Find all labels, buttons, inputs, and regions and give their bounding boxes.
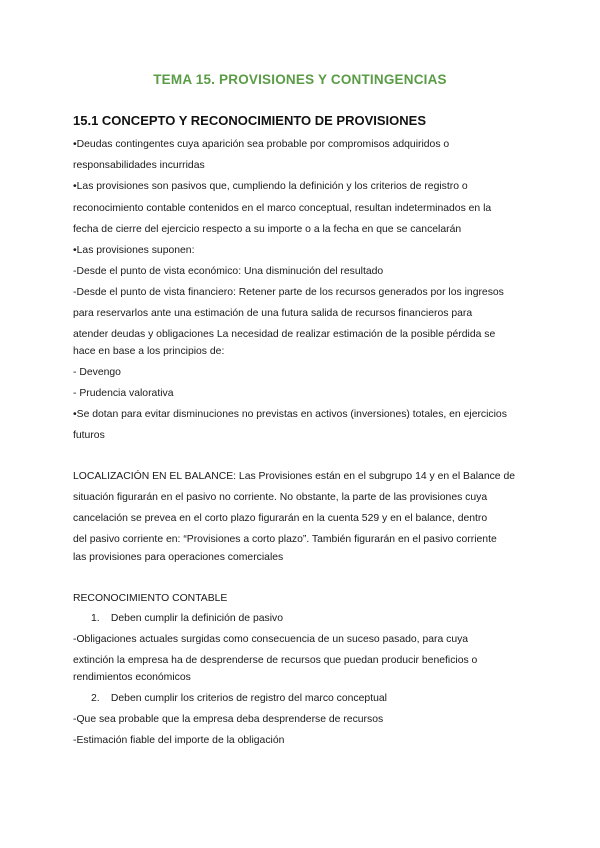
text-line: situación figurarán en el pasivo no corriente. No obstante, la parte de las provisiones cuya [73, 492, 488, 503]
numbered-item [91, 612, 283, 626]
text-line: fecha de cierre del ejercicio respecto a su importe o a la fecha en que se cancelarán [73, 224, 462, 235]
item-text: Deben cumplir los criterios de registro del marco conceptual [110, 693, 387, 704]
item-number: 2. [91, 693, 100, 704]
item-text: Deben cumplir la definición de pasivo [110, 613, 284, 624]
text-line: -Desde el punto de vista financiero: Retener parte de los recursos generados por los ingresos [73, 287, 504, 298]
text-line: -Obligaciones actuales surgidas como consecuencia de un suceso pasado, para cuya [73, 634, 469, 645]
text-line: -Estimación fiable del importe de la obligación [73, 735, 285, 746]
text-line: reconocimiento contable contenidos en el marco conceptual, resultan indeterminados en la [73, 203, 492, 214]
text-line: atender deudas y obligaciones La necesidad de realizar estimación de la posible pérdida se [73, 329, 496, 340]
text-line: •Las provisiones son pasivos que, cumpliendo la definición y los criterios de registro o [73, 181, 468, 192]
text-line: •Se dotan para evitar disminuciones no previstas en activos (inversiones) totales, en ejercicios [73, 409, 507, 420]
text-line: LOCALIZACIÓN EN EL BALANCE: Las Provisiones están en el subgrupo 14 y en el Balance de [73, 471, 516, 482]
text-line: extinción la empresa ha de desprenderse de recursos que puedan producir beneficios o [73, 655, 478, 666]
text-line: las provisiones para operaciones comerciales [73, 552, 284, 563]
numbered-item [91, 692, 387, 706]
text-line: rendimientos económicos [73, 672, 191, 683]
text-line: futuros [73, 430, 105, 441]
text-line: responsabilidades incurridas [73, 160, 205, 171]
text-line: -Que sea probable que la empresa deba desprenderse de recursos [73, 714, 384, 725]
item-number: 1. [91, 613, 100, 624]
text-line: cancelación se prevea en el corto plazo figurarán en la cuenta 529 y en el balance, dentro [73, 513, 488, 524]
document-title: TEMA 15. PROVISIONES Y CONTINGENCIAS [153, 72, 447, 87]
text-line: del pasivo corriente en: “Provisiones a corto plazo”. También figurarán en el pasivo corriente [73, 534, 497, 545]
section-title: 15.1 CONCEPTO Y RECONOCIMIENTO DE PROVISIONES [73, 113, 427, 128]
text-line: RECONOCIMIENTO CONTABLE [73, 593, 228, 604]
text-line: -Desde el punto de vista económico: Una disminución del resultado [73, 266, 384, 277]
text-line: - Devengo [73, 367, 121, 378]
text-line: - Prudencia valorativa [73, 388, 174, 399]
text-line: hace en base a los principios de: [73, 346, 225, 357]
text-line: •Las provisiones suponen: [73, 245, 195, 256]
text-line: para reservarlos ante una estimación de una futura salida de recursos financieros para [73, 308, 473, 319]
text-line: •Deudas contingentes cuya aparición sea probable por compromisos adquiridos o [73, 139, 450, 150]
